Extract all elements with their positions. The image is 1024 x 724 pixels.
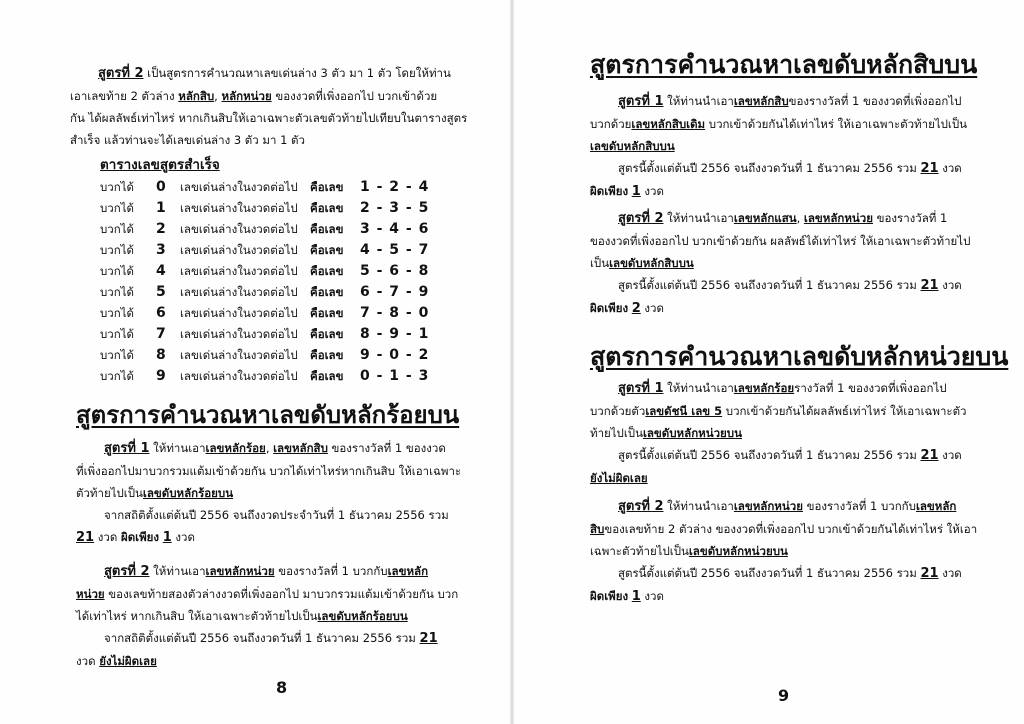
units-formula-2: [590, 495, 1010, 608]
keyword: สิบ: [590, 522, 605, 536]
text: ของรางวัลที่ 1 ของงวด: [327, 441, 446, 455]
text: รางวัลที่ 1 ของงวดที่เพิ่งออกไป: [794, 381, 947, 395]
draw-count: 21: [920, 161, 939, 176]
cell-prefix: บวกได้: [100, 243, 134, 257]
text: ที่เพิ่งออกไปมาบวกรวมแต้มเข้าด้วยกัน บวกได้เท่าไหร่หากเกินสิบ ให้เอาเฉพาะ: [76, 464, 462, 478]
cell-digit: 7: [156, 326, 166, 342]
text: งวด: [938, 278, 962, 292]
cell-text: เลขเด่นล่างในงวดต่อไป: [180, 327, 298, 341]
cell-prefix: บวกได้: [100, 327, 134, 341]
cell-result: 7 - 8 - 0: [360, 305, 430, 321]
text: ให้ท่านเอา: [149, 564, 206, 578]
formula-label: สูตรที่ 1: [618, 381, 664, 396]
statistic-text: สูตรนี้ตั้งแต่ต้นปี 2556 จนถึงงวดวันที่ 1 ธันวาคม 2556 รวม: [618, 566, 917, 580]
text: ,: [214, 89, 222, 103]
cell-label: คือเลข: [310, 285, 344, 299]
statistic-text: สูตรนี้ตั้งแต่ต้นปี 2556 จนถึงงวดวันที่ 1 ธันวาคม 2556 รวม: [618, 161, 917, 175]
statistic-text: จากสถิติตั้งแต่ต้นปี 2556 จนถึงงวดประจำวันที่ 1 ธันวาคม 2556 รวม: [104, 508, 449, 522]
intro-formula-2: [70, 62, 490, 151]
formula-label: สูตรที่ 2: [104, 564, 150, 579]
text: ให้ท่านนำเอา: [663, 211, 734, 225]
text: ของงวดที่เพิ่งออกไป บวกเข้าด้วยกัน ผลลัพธ์ได้เท่าไหร่ ให้เอาเฉพาะตัวท้ายไป: [590, 234, 971, 248]
keyword: ผิดเพียง: [120, 530, 160, 544]
cell-result: 6 - 7 - 9: [360, 284, 430, 300]
text: ของรางวัลที่ 1 บวกกับ: [802, 499, 916, 513]
cell-prefix: บวกได้: [100, 348, 134, 362]
cell-prefix: บวกได้: [100, 264, 134, 278]
keyword: เลขหลักร้อย: [205, 441, 266, 455]
cell-digit: 9: [156, 368, 166, 384]
cell-prefix: บวกได้: [100, 285, 134, 299]
text: เฉพาะตัวท้ายไปเป็น: [590, 544, 689, 558]
formula-label: สูตรที่ 1: [618, 94, 664, 109]
cell-digit: 8: [156, 347, 166, 363]
keyword: เลขดัชนี เลข 5: [645, 404, 723, 418]
cell-result: 2 - 3 - 5: [360, 200, 430, 216]
keyword: เลขหลักหน่วย: [205, 564, 275, 578]
draw-count: 21: [920, 278, 939, 293]
cell-prefix: บวกได้: [100, 201, 134, 215]
text: ให้ท่านนำเอา: [663, 381, 734, 395]
cell-label: คือเลข: [310, 264, 344, 278]
cell-result: 9 - 0 - 2: [360, 347, 430, 363]
section-title-units: สูตรการคำนวณหาเลขดับหลักหน่วยบน: [590, 342, 1009, 371]
text: บวกเข้าด้วยกันได้เท่าไหร่ ให้เอาเฉพาะตัวท้ายไปเป็น: [705, 117, 968, 131]
cell-text: เลขเด่นล่างในงวดต่อไป: [180, 180, 298, 194]
text: บวกเข้าด้วยกันได้ผลลัพธ์เท่าไหร่ ให้เอาเฉพาะตัว: [722, 404, 967, 418]
formula-label: สูตรที่ 2: [618, 499, 664, 514]
tens-formula-1: [590, 90, 1010, 203]
cell-digit: 0: [156, 179, 166, 195]
draw-count: 21: [419, 631, 438, 646]
hundreds-formula-2: [76, 560, 491, 672]
text: งวด: [640, 301, 664, 315]
keyword: เลขหลักสิบ: [733, 94, 789, 108]
tens-formula-2: [590, 207, 1010, 320]
cell-prefix: บวกได้: [100, 180, 134, 194]
cell-label: คือเลข: [310, 306, 344, 320]
text: เป็นสูตรการคำนวณหาเลขเด่นล่าง 3 ตัว มา 1 ตัว โดยให้ท่าน: [143, 66, 451, 80]
text: กัน ได้ผลลัพธ์เท่าไหร่ หากเกินสิบให้เอาเฉพาะตัวเลขตัวท้ายไปเทียบในตารางสูตร: [70, 111, 468, 125]
cell-digit: 5: [156, 284, 166, 300]
keyword: เลขหลักหน่วย: [733, 499, 803, 513]
keyword: ยังไม่ผิดเลย: [590, 471, 648, 485]
keyword: หลักหน่วย: [221, 89, 272, 103]
cell-prefix: บวกได้: [100, 306, 134, 320]
cell-result: 8 - 9 - 1: [360, 326, 430, 342]
formula-label: สูตรที่ 2: [98, 66, 144, 81]
miss-count: 1: [162, 530, 172, 545]
text: ให้ท่านเอา: [149, 441, 206, 455]
keyword: เลขดับหลักร้อยบน: [317, 609, 408, 623]
text: งวด: [640, 184, 664, 198]
cell-label: คือเลข: [310, 327, 344, 341]
cell-label: คือเลข: [310, 369, 344, 383]
keyword: เลขหลักสิบเดิม: [631, 117, 706, 131]
cell-text: เลขเด่นล่างในงวดต่อไป: [180, 306, 298, 320]
statistic-text: สูตรนี้ตั้งแต่ต้นปี 2556 จนถึงงวดวันที่ 1 ธันวาคม 2556 รวม: [618, 448, 917, 462]
keyword: ยังไม่ผิดเลย: [99, 654, 157, 668]
cell-label: คือเลข: [310, 222, 344, 236]
cell-text: เลขเด่นล่างในงวดต่อไป: [180, 222, 298, 236]
cell-label: คือเลข: [310, 243, 344, 257]
miss-count: 1: [631, 589, 641, 604]
cell-label: คือเลข: [310, 348, 344, 362]
keyword: เลขหลักร้อย: [733, 381, 795, 395]
cell-result: 3 - 4 - 6: [360, 221, 430, 237]
cell-result: 1 - 2 - 4: [360, 179, 430, 195]
formula-label: สูตรที่ 2: [618, 211, 664, 226]
cell-prefix: บวกได้: [100, 222, 134, 236]
text: ของเลขท้ายสองตัวล่างงวดที่เพิ่งออกไป มาบวกรวมแต้มเข้าด้วยกัน บวก: [104, 587, 459, 601]
cell-digit: 6: [156, 305, 166, 321]
hundreds-formula-1: [76, 437, 491, 549]
miss-count: 1: [631, 184, 641, 199]
text: ของรางวัลที่ 1 บวกกับ: [274, 564, 388, 578]
keyword: เลขดับหลักหน่วยบน: [688, 544, 788, 558]
draw-count: 21: [920, 566, 939, 581]
keyword: ผิดเพียง: [590, 184, 629, 198]
page-right: [512, 0, 1024, 724]
cell-result: 4 - 5 - 7: [360, 242, 430, 258]
keyword: เลขดับหลักสิบบน: [609, 256, 694, 270]
keyword: เลขหลักหน่วย: [803, 211, 873, 225]
keyword: เลขดับหลักสิบบน: [590, 139, 675, 153]
keyword: หน่วย: [76, 587, 105, 601]
keyword: เลขดับหลักร้อยบน: [142, 486, 234, 500]
keyword: เลขหลักสิบ: [273, 441, 328, 455]
text: งวด: [171, 530, 195, 544]
text: ได้เท่าไหร่ หากเกินสิบ ให้เอาเฉพาะตัวท้ายไปเป็น: [76, 609, 318, 623]
text: บวกด้วย: [590, 117, 632, 131]
text: งวด: [94, 530, 121, 544]
cell-label: คือเลข: [310, 180, 344, 194]
cell-digit: 2: [156, 221, 166, 237]
page-number: 8: [276, 678, 288, 697]
text: บวกด้วยตัว: [590, 404, 646, 418]
text: ตัวท้ายไปเป็น: [76, 486, 143, 500]
text: งวด: [76, 654, 100, 668]
text: ของงวดที่เพิ่งออกไป บวกเข้าด้วย: [271, 89, 438, 103]
text: ของรางวัลที่ 1: [873, 211, 948, 225]
text: สำเร็จ แล้วท่านจะได้เลขเด่นล่าง 3 ตัว มา 1 ตัว: [70, 133, 305, 147]
text: ให้ท่านนำเอา: [663, 499, 734, 513]
text: งวด: [938, 566, 962, 580]
page-number: 9: [778, 686, 790, 705]
formula-label: สูตรที่ 1: [104, 441, 150, 456]
keyword: ผิดเพียง: [590, 301, 629, 315]
cell-result: 0 - 1 - 3: [360, 368, 430, 384]
cell-text: เลขเด่นล่างในงวดต่อไป: [180, 243, 298, 257]
section-title-hundreds: สูตรการคำนวณหาเลขดับหลักร้อยบน: [76, 401, 460, 429]
keyword: เลขหลักแสน: [733, 211, 797, 225]
text: ของรางวัลที่ 1 ของงวดที่เพิ่งออกไป: [788, 94, 962, 108]
cell-result: 5 - 6 - 8: [360, 263, 430, 279]
miss-count: 2: [631, 301, 641, 316]
keyword: เลขหลัก: [387, 564, 429, 578]
draw-count: 21: [76, 530, 95, 545]
units-formula-1: [590, 377, 1010, 489]
cell-text: เลขเด่นล่างในงวดต่อไป: [180, 264, 298, 278]
cell-label: คือเลข: [310, 201, 344, 215]
cell-digit: 3: [156, 242, 166, 258]
keyword: หลักสิบ: [178, 89, 215, 103]
cell-text: เลขเด่นล่างในงวดต่อไป: [180, 201, 298, 215]
text: งวด: [640, 589, 664, 603]
text: ,: [796, 211, 804, 225]
cell-prefix: บวกได้: [100, 369, 134, 383]
text: งวด: [938, 448, 962, 462]
statistic-text: สูตรนี้ตั้งแต่ต้นปี 2556 จนถึงงวดวันที่ 1 ธันวาคม 2556 รวม: [618, 278, 917, 292]
text: ,: [265, 441, 274, 455]
section-title-tens: สูตรการคำนวณหาเลขดับหลักสิบบน: [590, 50, 978, 79]
draw-count: 21: [920, 448, 939, 463]
keyword: เลขหลัก: [915, 499, 957, 513]
cell-digit: 4: [156, 263, 166, 279]
text: ของเลขท้าย 2 ตัวล่าง ของงวดที่เพิ่งออกไป บวกเข้าด้วยกันได้เท่าไหร่ ให้เอา: [604, 522, 978, 536]
text: ให้ท่านนำเอา: [663, 94, 734, 108]
text: ท้ายไปเป็น: [590, 426, 643, 440]
text: เป็น: [590, 256, 610, 270]
text: งวด: [938, 161, 962, 175]
cell-digit: 1: [156, 200, 166, 216]
keyword: ผิดเพียง: [590, 589, 629, 603]
statistic-text: จากสถิติตั้งแต่ต้นปี 2556 จนถึงงวดวันที่ 1 ธันวาคม 2556 รวม: [104, 631, 416, 645]
cell-text: เลขเด่นล่างในงวดต่อไป: [180, 369, 298, 383]
keyword: เลขดับหลักหน่วยบน: [642, 426, 742, 440]
cell-text: เลขเด่นล่างในงวดต่อไป: [180, 348, 298, 362]
text: เอาเลขท้าย 2 ตัวล่าง: [70, 89, 179, 103]
cell-text: เลขเด่นล่างในงวดต่อไป: [180, 285, 298, 299]
table-title: ตารางเลขสูตรสำเร็จ: [100, 157, 220, 173]
